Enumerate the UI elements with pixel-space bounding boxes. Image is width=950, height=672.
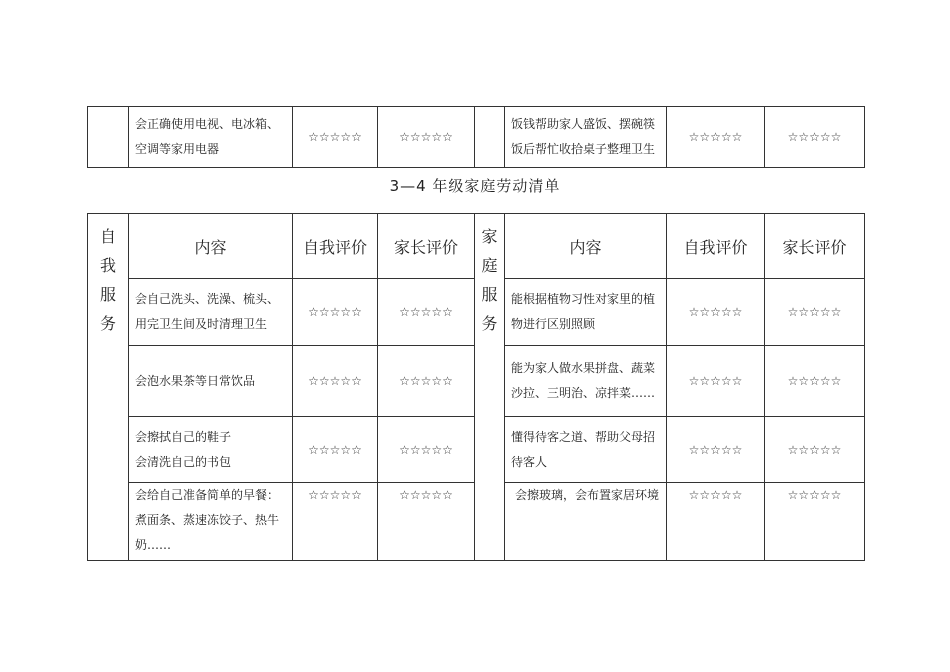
category-cell-empty <box>475 107 505 168</box>
table-row <box>88 107 865 168</box>
self-rating-stars[interactable]: ☆☆☆☆☆ <box>667 107 765 168</box>
parent-rating-stars[interactable]: ☆☆☆☆☆ <box>378 417 475 483</box>
task-content-left: 会正确使用电视、电冰箱、空调等家用电器 <box>129 107 293 168</box>
category-family-service: 家 庭 服 务 <box>475 214 505 561</box>
header-self-eval: 自我评价 <box>293 214 378 279</box>
task-content-left: 会给自己准备简单的早餐：煮面条、蒸速冻饺子、热牛奶…… <box>129 483 293 561</box>
self-rating-stars[interactable]: ☆☆☆☆☆ <box>293 483 378 561</box>
self-rating-stars[interactable]: ☆☆☆☆☆ <box>293 346 378 417</box>
task-content-right: 能为家人做水果拼盘、蔬菜沙拉、三明治、凉拌菜…… <box>505 346 667 417</box>
header-content: 内容 <box>129 214 293 279</box>
task-content-left: 会泡水果茶等日常饮品 <box>129 346 293 417</box>
parent-rating-stars[interactable]: ☆☆☆☆☆ <box>378 346 475 417</box>
task-content-right: 懂得待客之道、帮助父母招待客人 <box>505 417 667 483</box>
task-content-right: 能根据植物习性对家里的植物进行区别照顾 <box>505 279 667 346</box>
task-content-right: 饭钱帮助家人盛饭、摆碗筷饭后帮忙收拾桌子整理卫生 <box>505 107 667 168</box>
self-rating-stars[interactable]: ☆☆☆☆☆ <box>293 107 378 168</box>
self-rating-stars[interactable]: ☆☆☆☆☆ <box>667 483 765 561</box>
self-rating-stars[interactable]: ☆☆☆☆☆ <box>667 279 765 346</box>
task-content-left: 会擦拭自己的鞋子 会清洗自己的书包 <box>129 417 293 483</box>
parent-rating-stars[interactable]: ☆☆☆☆☆ <box>765 483 865 561</box>
previous-grade-table <box>87 106 865 168</box>
labor-list-table <box>87 213 865 561</box>
self-rating-stars[interactable]: ☆☆☆☆☆ <box>667 346 765 417</box>
category-cell-empty <box>88 107 129 168</box>
parent-rating-stars[interactable]: ☆☆☆☆☆ <box>765 279 865 346</box>
header-content: 内容 <box>505 214 667 279</box>
parent-rating-stars[interactable]: ☆☆☆☆☆ <box>765 107 865 168</box>
self-rating-stars[interactable]: ☆☆☆☆☆ <box>293 417 378 483</box>
task-content-right: 会擦玻璃，会布置家居环境 <box>505 483 667 561</box>
parent-rating-stars[interactable]: ☆☆☆☆☆ <box>378 107 475 168</box>
page-title: 3—4 年级家庭劳动清单 <box>389 177 561 195</box>
self-rating-stars[interactable]: ☆☆☆☆☆ <box>667 417 765 483</box>
category-self-service: 自 我 服 务 <box>88 214 129 561</box>
parent-rating-stars[interactable]: ☆☆☆☆☆ <box>765 417 865 483</box>
header-row <box>88 214 865 279</box>
self-rating-stars[interactable]: ☆☆☆☆☆ <box>293 279 378 346</box>
header-self-eval: 自我评价 <box>667 214 765 279</box>
header-parent-eval: 家长评价 <box>378 214 475 279</box>
task-content-left: 会自己洗头、洗澡、梳头、用完卫生间及时清理卫生 <box>129 279 293 346</box>
parent-rating-stars[interactable]: ☆☆☆☆☆ <box>378 483 475 561</box>
parent-rating-stars[interactable]: ☆☆☆☆☆ <box>765 346 865 417</box>
header-parent-eval: 家长评价 <box>765 214 865 279</box>
parent-rating-stars[interactable]: ☆☆☆☆☆ <box>378 279 475 346</box>
